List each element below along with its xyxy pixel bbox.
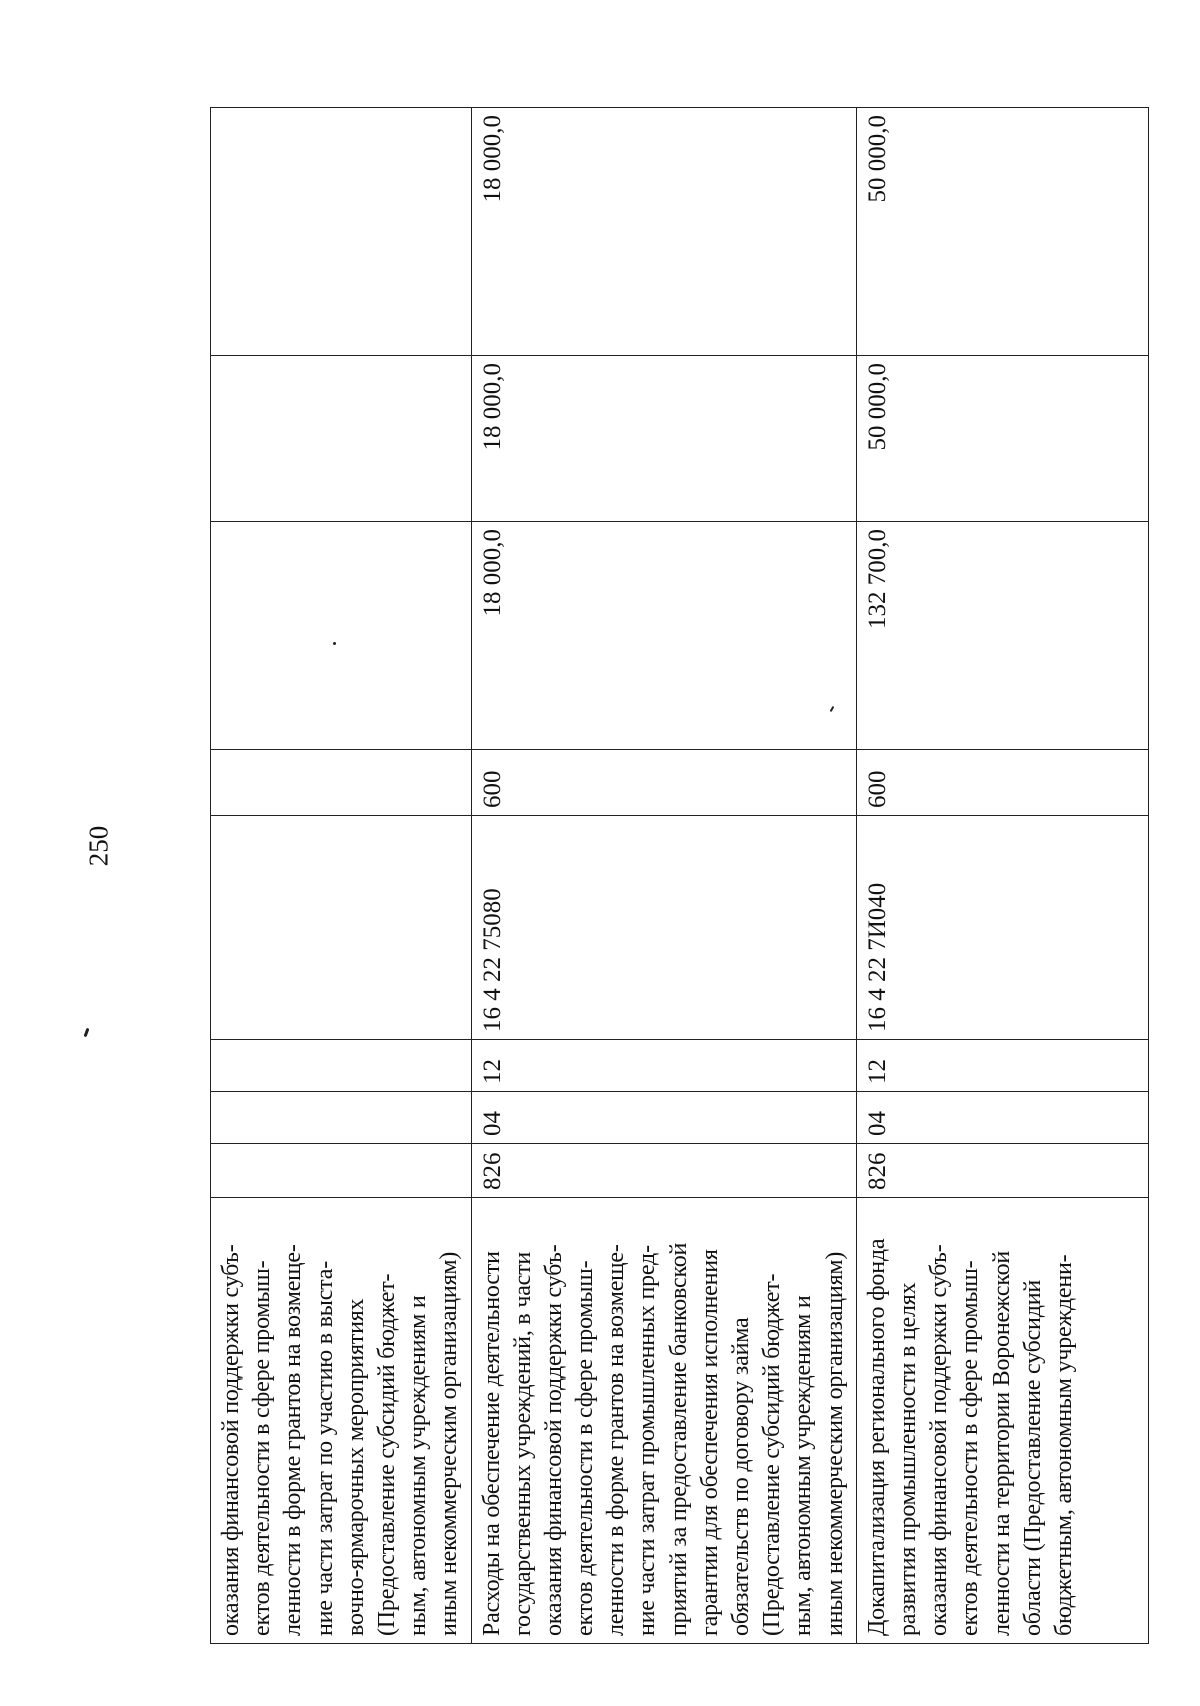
- scan-artifact: [84, 1028, 90, 1037]
- description-line: бюджетным, автономным учреждени-: [1050, 1254, 1077, 1636]
- description-line: Докапитализация регионального фонда: [863, 1238, 890, 1636]
- ministry-code-cell: [211, 1144, 472, 1198]
- description-line: развития промышленности в целях: [894, 1282, 921, 1636]
- description-line: иным некоммерческим организациям): [436, 1251, 463, 1636]
- subsection-code-cell: 12: [856, 1040, 1148, 1092]
- target-article-cell: 16 4 22 7И040: [856, 816, 1148, 1040]
- amount-year-1-cell: 18 000,0: [471, 522, 856, 750]
- amount-year-3-cell: [211, 108, 472, 356]
- description-line: иным некоммерческим организациям): [821, 1251, 848, 1636]
- description-line: ние части затрат по участию в выста-: [311, 1260, 338, 1636]
- amount-year-1-cell: 132 700,0: [856, 522, 1148, 750]
- description-line: вочно-ярмарочных мероприятиях: [342, 1298, 369, 1636]
- amount-year-3-cell: 18 000,0: [471, 108, 856, 356]
- budget-table: [210, 107, 1149, 1644]
- expense-type-cell: 600: [856, 750, 1148, 816]
- row-description: [211, 1198, 472, 1644]
- description-line: обязательств по договору займа: [728, 1317, 754, 1636]
- subsection-code-cell: [211, 1040, 472, 1092]
- table-row: [471, 108, 856, 1644]
- description-line: ектов деятельности в сфере промыш-: [957, 1260, 984, 1636]
- description-line: оказания финансовой поддержки субъ-: [540, 1244, 567, 1636]
- description-line: Расходы на обеспечение деятельности: [478, 1251, 505, 1636]
- amount-year-2-cell: 18 000,0: [471, 356, 856, 522]
- description-line: оказания финансовой поддержки субъ-: [926, 1244, 953, 1636]
- section-code-cell: 04: [471, 1092, 856, 1144]
- description-line: ние части затрат промышленных пред-: [634, 1245, 661, 1636]
- amount-year-2-cell: 50 000,0: [856, 356, 1148, 522]
- description-line: ленности в форме грантов на возмеще-: [603, 1244, 630, 1636]
- table-row: [856, 108, 1148, 1644]
- description-line: (Предоставление субсидий бюджет-: [759, 1273, 786, 1636]
- description-line: приятий за предоставление банковской: [665, 1242, 692, 1636]
- ministry-code-cell: 826: [471, 1144, 856, 1198]
- expense-type-cell: [211, 750, 472, 816]
- description-line: ектов деятельности в сфере промыш-: [572, 1260, 599, 1636]
- target-article-cell: 16 4 22 75080: [471, 816, 856, 1040]
- section-code-cell: [211, 1092, 472, 1144]
- rotated-budget-table: [210, 108, 1116, 1644]
- table-row: [211, 108, 472, 1644]
- target-article-cell: [211, 816, 472, 1040]
- row-description: [471, 1198, 856, 1644]
- description-line: ным, автономным учреждениям и: [405, 1295, 432, 1636]
- amount-year-1-cell: [211, 522, 472, 750]
- description-line: ным, автономным учреждениям и: [790, 1295, 817, 1636]
- description-line: ленности в форме грантов на возмеще-: [280, 1244, 307, 1636]
- row-description: [856, 1198, 1148, 1644]
- description-line: гарантии для обеспечения исполнения: [696, 1249, 723, 1636]
- description-line: оказания финансовой поддержки субъ-: [218, 1244, 244, 1636]
- description-line: ленности на территории Воронежской: [988, 1250, 1015, 1636]
- description-line: (Предоставление субсидий бюджет-: [373, 1273, 400, 1636]
- description-line: государственных учреждений, в части: [509, 1251, 536, 1636]
- description-line: ектов деятельности в сфере промыш-: [249, 1260, 276, 1636]
- subsection-code-cell: 12: [471, 1040, 856, 1092]
- page-number: 250: [83, 825, 114, 867]
- amount-year-3-cell: 50 000,0: [856, 108, 1148, 356]
- expense-type-cell: 600: [471, 750, 856, 816]
- description-line: области (Предоставление субсидий: [1019, 1280, 1046, 1636]
- amount-year-2-cell: [211, 356, 472, 522]
- section-code-cell: 04: [856, 1092, 1148, 1144]
- ministry-code-cell: 826: [856, 1144, 1148, 1198]
